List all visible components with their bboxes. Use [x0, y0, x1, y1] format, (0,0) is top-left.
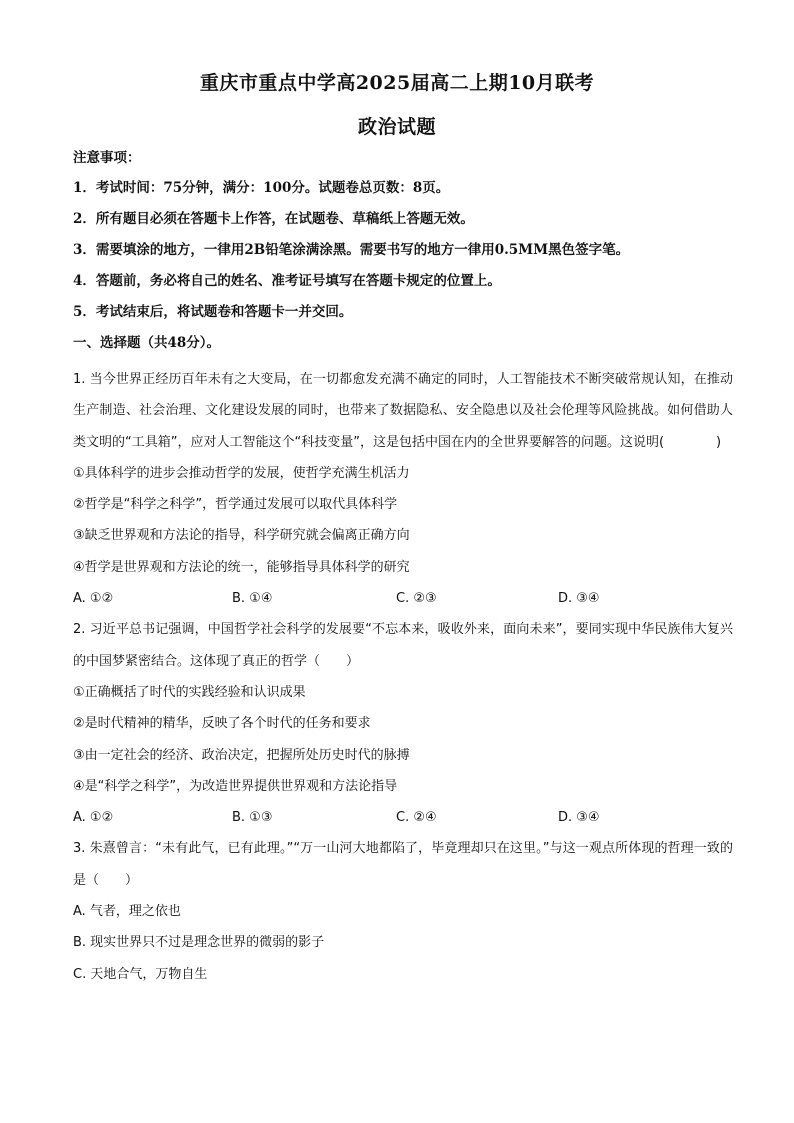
option-a: A. 气者，理之依也 [73, 904, 181, 920]
note-item: 1．考试时间：75分钟，满分：100分。试题卷总页数：8页。 [73, 180, 450, 196]
question-3 [73, 833, 733, 989]
exam-subject: 政治试题 [357, 116, 436, 138]
option-d: D. ③④ [558, 591, 600, 607]
option-d: D. ③④ [558, 810, 600, 826]
question-1 [73, 364, 733, 614]
answer-options [73, 583, 733, 614]
option-a: A. ①② [73, 810, 114, 826]
note-item: 2．所有题目必须在答题卡上作答，在试题卷、草稿纸上答题无效。 [73, 211, 474, 227]
option-b: B. ①④ [232, 591, 273, 607]
question-stem: 1. 当今世界正经历百年未有之大变局，在一切都愈发充满不确定的同时，人工智能技术不断突破常规认知，在推动生产制造、社会治理、文化建设发展的同时，也带来了数据隐私、安全隐患以及社会伦理等风险挑战。如何借助人类文明的“工具箱”，应对人工智能这个“科技变量”，这是包括中国在内的全世界要解答的问题。这说明( ) [73, 372, 733, 450]
option-b: B. ①③ [232, 810, 273, 826]
option-c: C. 天地合气，万物自生 [73, 966, 208, 982]
statement: ③由一定社会的经济、政治决定，把握所处历史时代的脉搏 [73, 747, 410, 763]
section-heading: 一、选择题（共48分）。 [73, 335, 221, 351]
option-c: C. ②③ [396, 591, 437, 607]
statement: ①正确概括了时代的实践经验和认识成果 [73, 684, 306, 700]
question-stem: 3. 朱熹曾言：“未有此气，已有此理。”“万一山河大地都陷了，毕竟理却只在这里。”与这一观点所体现的哲理一致的是（ ） [73, 841, 733, 888]
option-c: C. ②④ [396, 810, 437, 826]
question-stem: 2. 习近平总书记强调，中国哲学社会科学的发展要“不忘本来，吸收外来，面向未来”，要同实现中华民族伟大复兴的中国梦紧密结合。这体现了真正的哲学（ ） [73, 622, 733, 669]
option-b: B. 现实世界只不过是理念世界的微弱的影子 [73, 935, 325, 951]
note-item: 5．考试结束后，将试题卷和答题卡一并交回。 [73, 304, 353, 320]
questions-block [73, 364, 733, 990]
notes-heading: 注意事项： [73, 150, 141, 166]
statement: ①具体科学的进步会推动哲学的发展，使哲学充满生机活力 [73, 465, 410, 481]
note-item: 3．需要填涂的地方，一律用2B铅笔涂满涂黑。需要书写的地方一律用0.5MM黑色签字笔。 [73, 242, 630, 258]
exam-title: 重庆市重点中学高2025届高二上期10月联考 [199, 72, 595, 94]
answer-options [73, 802, 733, 833]
statement: ②是时代精神的精华，反映了各个时代的任务和要求 [73, 716, 371, 732]
option-a: A. ①② [73, 591, 114, 607]
statement: ③缺乏世界观和方法论的指导，科学研究就会偏离正确方向 [73, 528, 410, 544]
statement: ②哲学是“科学之科学”，哲学通过发展可以取代具体科学 [73, 497, 398, 513]
statement: ④是“科学之科学”，为改造世界提供世界观和方法论指导 [73, 778, 398, 794]
note-item: 4．答题前，务必将自己的姓名、准考证号填写在答题卡规定的位置上。 [73, 273, 501, 289]
notes-block [73, 146, 733, 361]
statement: ④哲学是世界观和方法论的统一，能够指导具体科学的研究 [73, 559, 410, 575]
question-2 [73, 614, 733, 833]
